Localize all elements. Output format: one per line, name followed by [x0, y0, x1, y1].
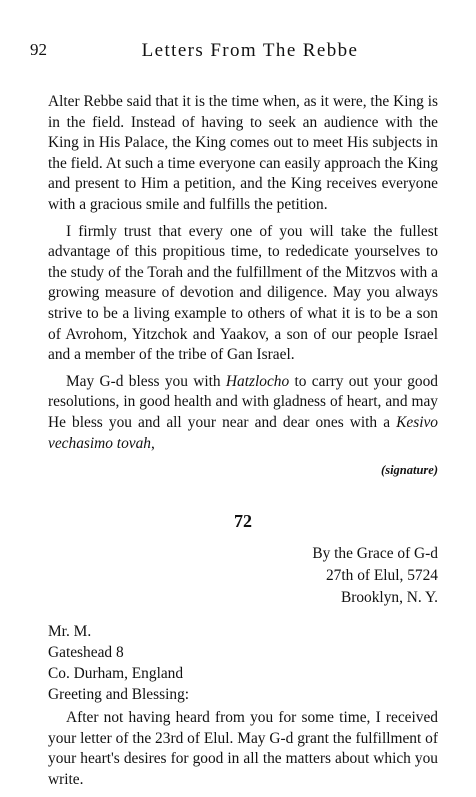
- recipient-address: [48, 621, 438, 705]
- blessing-text: May G-d bless you with: [66, 372, 226, 390]
- salutation: Greeting and Blessing:: [48, 686, 190, 704]
- page-number: 92: [30, 40, 47, 59]
- recipient-region: Co. Durham, England: [48, 665, 184, 683]
- blessing-text: to carry out your good resolutions, in good health and with gladness of heart, and may He bless you and all your near and dear ones with a: [48, 372, 438, 431]
- recipient-name: Mr. M.: [48, 623, 92, 641]
- recipient-street: Gateshead 8: [48, 644, 124, 662]
- blessing-paragraph: [48, 372, 438, 454]
- page-body: [48, 92, 438, 797]
- dateline-greeting: By the Grace of G-d: [312, 545, 438, 563]
- running-title: Letters From The Rebbe: [141, 40, 359, 61]
- dateline-place: Brooklyn, N. Y.: [340, 589, 438, 607]
- italic-term-hatzlocho: Hatzlocho: [225, 372, 290, 390]
- letter-dateline: [48, 543, 438, 609]
- dateline-date: 27th of Elul, 5724: [325, 567, 438, 585]
- letter-paragraph: After not having heard from you for some time, I received your letter of the 23rd of Elul. May G-d grant the fulfillment of your heart's desires for good in all the matters about which you write.: [48, 709, 438, 789]
- blessing-text: ,: [151, 434, 155, 452]
- continued-paragraph: Alter Rebbe said that it is the time when, as it were, the King is in the field. Instead of having to seek an audience with the King in His Palace, the King comes out to meet His subjects in the field. At such a time everyone can easily approach the King and present to Him a petition, and the King receives everyone with a gracious smile and fulfills the petition.: [48, 93, 438, 213]
- page-header: [30, 38, 446, 66]
- italic-term-kesivo: Kesivo vechasimo tovah: [48, 413, 438, 452]
- letter-number: 72: [234, 510, 252, 531]
- signature-note: (signature): [381, 463, 438, 478]
- body-paragraph: I firmly trust that every one of you will take the fullest advantage of this propitious time, to rededicate yourselves to the study of the Torah and the fulfillment of the Mitzvos with a growing measure of devotion and diligence. May you always strive to be a living example to others of what it is to be a son of Avrohom, Yitzchok and Yaakov, a son of our people Israel and a member of the tribe of Gan Israel.: [48, 222, 438, 364]
